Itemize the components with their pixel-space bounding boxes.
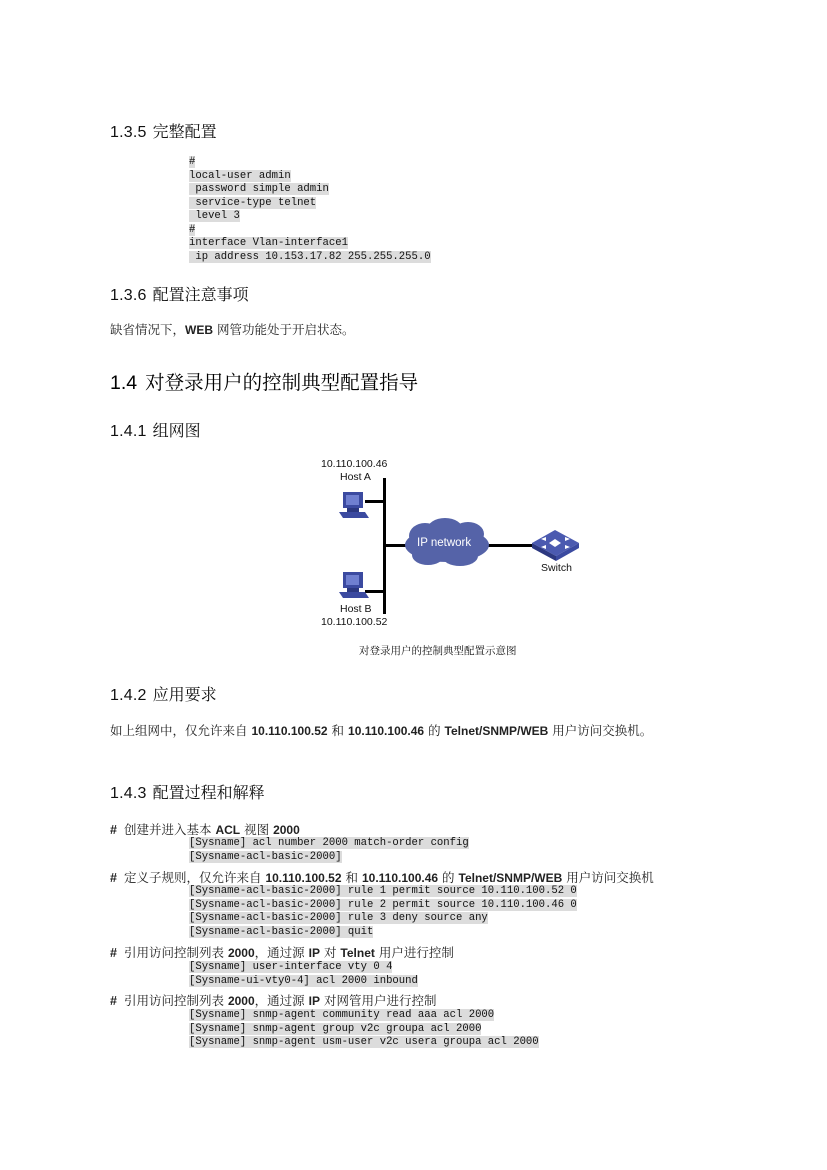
code-line: password simple admin [189, 183, 329, 195]
text: 的 [424, 723, 445, 738]
text: 用户进行控制 [374, 945, 454, 960]
code-line: [Sysname-acl-basic-2000] [189, 850, 342, 863]
text: 用户访问交换机 [562, 870, 654, 885]
cloud-label: IP network [417, 537, 472, 549]
bold-ip: 10.110.100.46 [361, 871, 439, 885]
code-line: interface Vlan-interface1 [189, 237, 348, 249]
step-4-description [110, 991, 436, 1009]
text: 视图 [240, 822, 274, 837]
section-title: 对登录用户的控制典型配置指导 [145, 372, 419, 394]
section-heading-1-3-5 [110, 119, 217, 142]
section-number: 1.4.3 [110, 785, 147, 802]
section-number: 1.3.6 [110, 287, 147, 304]
code-line: [Sysname] snmp-agent group v2c groupa acl 2000 [189, 1022, 482, 1035]
section-number: 1.4.2 [110, 687, 147, 704]
note-paragraph [110, 320, 355, 338]
section-heading-1-4 [110, 367, 418, 395]
text: 对 [319, 945, 341, 960]
text: 缺省情况下， [110, 322, 186, 337]
section-title: 配置注意事项 [152, 287, 249, 304]
bold-term: IP [308, 994, 320, 1008]
switch-icon [532, 530, 579, 561]
host-b-computer-icon [339, 572, 369, 598]
bold-term: 2000 [227, 946, 255, 960]
section-heading-1-4-2 [110, 682, 217, 705]
bold-term: 2000 [273, 823, 300, 837]
step-2-description [110, 868, 654, 886]
section-number: 1.3.5 [110, 124, 147, 141]
step-1-description [110, 820, 300, 838]
host-b-label: Host B [340, 603, 372, 615]
section-heading-1-4-3 [110, 780, 265, 803]
text: 引用访问控制列表 [123, 993, 228, 1008]
bold-term: IP [308, 946, 320, 960]
text: 对网管用户进行控制 [319, 993, 437, 1008]
section-title: 组网图 [152, 423, 201, 440]
text: 如上组网中，仅允许来自 [110, 723, 252, 738]
text: 和 [341, 870, 362, 885]
bold-term: WEB [185, 323, 214, 337]
section-number: 1.4.1 [110, 423, 147, 440]
hash-marker: # [110, 946, 117, 960]
bold-protocols: Telnet/SNMP/WEB [458, 871, 563, 885]
text: ，通过源 [254, 993, 309, 1008]
host-a-computer-icon [339, 492, 369, 518]
code-line: [Sysname-acl-basic-2000] rule 1 permit source 10.110.100.52 0 [189, 885, 577, 897]
section-title: 配置过程和解释 [152, 785, 265, 802]
section-heading-1-4-1 [110, 418, 201, 441]
text: 定义子规则，仅允许来自 [123, 870, 266, 885]
code-line: [Sysname-acl-basic-2000] quit [189, 925, 374, 938]
bold-ip: 10.110.100.52 [265, 871, 342, 885]
text: 引用访问控制列表 [123, 945, 228, 960]
bold-protocols: Telnet/SNMP/WEB [444, 724, 549, 738]
code-line: [Sysname-acl-basic-2000] rule 3 deny source any [189, 912, 488, 924]
step-3-description [110, 943, 454, 961]
step-4-code-block [189, 1009, 539, 1050]
code-line: [Sysname-ui-vty0-4] acl 2000 inbound [189, 974, 418, 987]
code-line: [Sysname-acl-basic-2000] rule 2 permit source 10.110.100.46 0 [189, 898, 577, 911]
hash-marker: # [110, 823, 117, 837]
step-1-code-block [189, 837, 469, 864]
code-line: # [189, 156, 196, 168]
hash-marker: # [110, 994, 117, 1008]
section-title: 应用要求 [152, 687, 217, 704]
code-line: [Sysname] snmp-agent community read aaa acl 2000 [189, 1009, 495, 1021]
diagram-caption: 对登录用户的控制典型配置示意图 [359, 645, 517, 657]
text: 创建并进入基本 [123, 822, 216, 837]
code-line: [Sysname] user-interface vty 0 4 [189, 961, 393, 973]
hash-marker: # [110, 871, 117, 885]
code-line: [Sysname] snmp-agent usm-user v2c usera groupa acl 2000 [189, 1036, 539, 1048]
text: 网管功能处于开启状态。 [213, 322, 355, 337]
text: ，通过源 [254, 945, 309, 960]
step-2-code-block [189, 885, 577, 939]
section-number: 1.4 [110, 372, 138, 394]
code-line: local-user admin [189, 169, 291, 182]
bold-ip: 10.110.100.46 [348, 724, 425, 738]
bold-ip: 10.110.100.52 [251, 724, 328, 738]
code-line: [Sysname] acl number 2000 match-order config [189, 837, 469, 849]
host-a-ip-label: 10.110.100.46 [321, 458, 388, 470]
host-a-label: Host A [340, 471, 371, 483]
bold-term: Telnet [340, 946, 375, 960]
network-topology-graphic [310, 452, 600, 662]
section-title: 完整配置 [152, 124, 217, 141]
code-line: level 3 [189, 210, 240, 222]
code-line: # [189, 223, 196, 236]
bold-term: ACL [215, 823, 241, 837]
host-b-ip-label: 10.110.100.52 [321, 616, 388, 628]
text: 用户访问交换机。 [548, 723, 653, 738]
code-line: ip address 10.153.17.82 255.255.255.0 [189, 250, 431, 263]
text: 和 [327, 723, 349, 738]
code-line: service-type telnet [189, 196, 317, 209]
section-heading-1-3-6 [110, 282, 249, 305]
switch-label: Switch [541, 562, 572, 574]
bold-term: 2000 [227, 994, 255, 1008]
text: 的 [438, 870, 459, 885]
full-config-code-block [189, 156, 431, 264]
requirement-paragraph [110, 721, 652, 739]
step-3-code-block [189, 961, 418, 988]
network-diagram [310, 452, 600, 662]
